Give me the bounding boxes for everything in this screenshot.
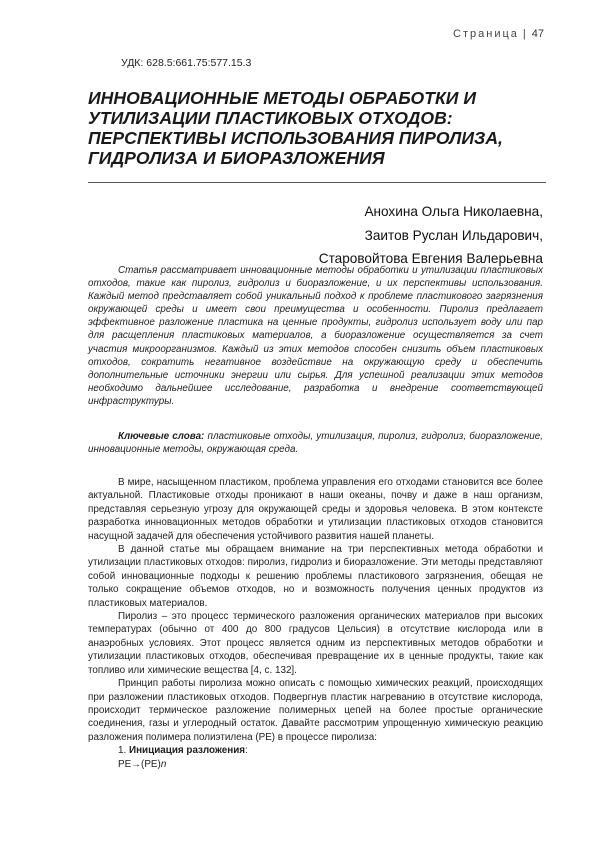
authors-block (319, 200, 543, 271)
keywords-text: пластиковые отходы, утилизация, пиролиз, гидролиз, биоразложение, инновационные методы, окружающая среда. (88, 431, 543, 456)
abstract: Статья рассматривает инновационные методы обработки и утилизации пластиковых отходов, такие как пиролиз, гидролиз и биоразложение, и их перспективы использования. Каждый метод представляет собой уникальный подход к проблеме пластикового загрязнения окружающей среды и имеет свои преимущества и особенности. Пиролиз предлагает эффективное разложение пластика на ценные продукты, гидролиз использует воду или пар для расщепления пластиковых материалов, а биоразложение осуществляется за счет участия микроорганизмов. Каждый из этих методов способен снизить объем пластиковых отходов, сократить негативное воздействие на окружающую среду и обеспечить дополнительные источники энергии или сырья. Для успешной реализации этих методов необходимо дальнейшее исследование, разработка и внедрение соответствующей инфраструктуры. (88, 265, 543, 407)
page-number: 47 (531, 28, 544, 40)
page-header (453, 28, 544, 40)
page-header-label: Страница (453, 28, 519, 40)
article-body (88, 476, 543, 771)
author-3: Старовойтова Евгения Валерьевна (318, 251, 543, 266)
list-item-initiation (88, 744, 543, 757)
author-1: Анохина Ольга Николаевна, (364, 204, 543, 219)
list-item-suffix: : (245, 745, 248, 757)
body-paragraph-2: В данной статье мы обращаем внимание на три перспективных метода обработки и утилизации пластиковых отходов: пиролиз, гидролиз и биоразложение. Эти методы представляют собой инновационные подходы к решению проблемы пластикового загрязнения, обещая не только сокращение объемов отходов, но и возможность получения ценных продуктов из пластиковых материалов. (88, 544, 543, 609)
formula-lhs: PE→(PE) (118, 758, 161, 770)
page-header-separator: | (522, 28, 528, 40)
author-2: Заитов Руслан Ильдарович, (364, 227, 543, 243)
reaction-formula (88, 758, 543, 771)
formula-var: n (160, 758, 167, 770)
udc-code: УДК: 628.5:661.75:577.15.3 (121, 57, 252, 69)
keywords-label: Ключевые слова: (118, 431, 205, 442)
list-item-number: 1. (118, 745, 127, 757)
keywords (88, 430, 543, 457)
list-item-label: Инициация разложения (129, 745, 246, 757)
body-paragraph-4: Принцип работы пиролиза можно описать с помощью химических реакций, происходящих при разложении пластиковых отходов. Подвергнув пластик нагреванию в отсутствие кислорода, происходит термическое разложение полимерных цепей на более простые органические соединения, газы и углеродный остаток. Давайте рассмотрим упрощенную химическую реакцию разложения полимера полиэтилена (PE) в процессе пиролиза: (88, 678, 543, 743)
body-paragraph-3: Пиролиз – это процесс термического разложения органических материалов при высоких температурах (обычно от 400 до 800 градусов Цельсия) в отсутствие кислорода или в анаэробных условиях. Этот процесс является одним из перспективных методов обработки и утилизации пластиковых отходов, обеспечивая превращение их в ценные продукты, такие как топливо или химические вещества [4, с. 132]. (88, 611, 543, 676)
body-paragraph-1: В мире, насыщенном пластиком, проблема управления его отходами становится все более актуальной. Пластиковые отходы проникают в наши океаны, почву и даже в наш организм, представляя серьезную угрозу для окружающей среды и здоровья человека. В этом контексте разработка инновационных методов обработки и утилизации пластиковых отходов становится насущной задачей для обеспечения устойчивого развития нашей планеты. (88, 477, 543, 542)
article-title: ИННОВАЦИОННЫЕ МЕТОДЫ ОБРАБОТКИ И УТИЛИЗАЦИИ ПЛАСТИКОВЫХ ОТХОДОВ: ПЕРСПЕКТИВЫ ИСПОЛЬЗОВАНИЯ ПИРОЛИЗА, ГИДРОЛИЗА И БИОРАЗЛОЖЕНИЯ (88, 88, 503, 168)
title-divider (88, 182, 546, 183)
